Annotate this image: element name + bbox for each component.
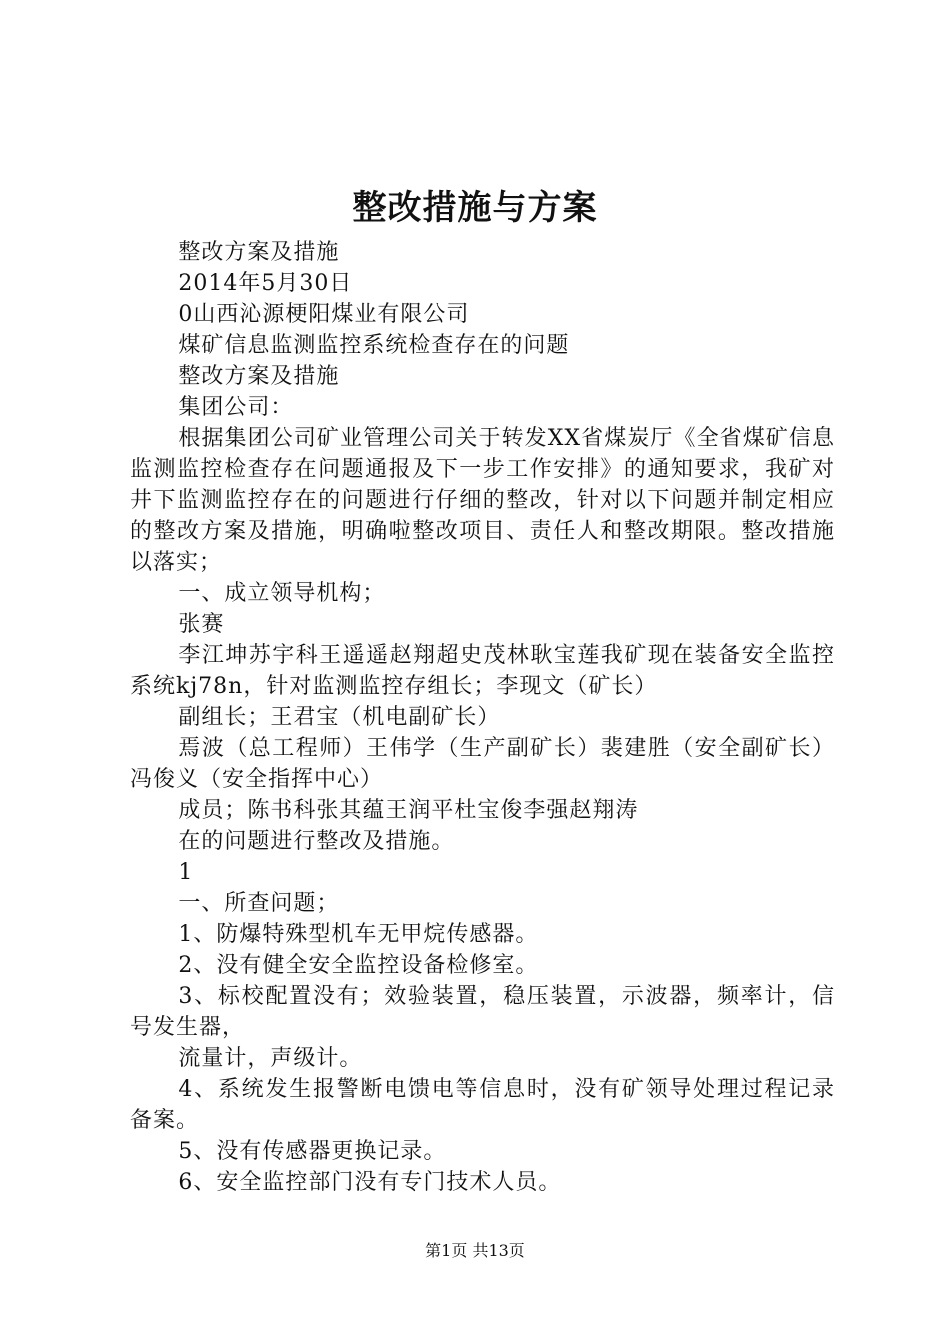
paragraph: 煤矿信息监测监控系统检查存在的问题	[178, 333, 570, 358]
paragraph: 1、防爆特殊型机车无甲烷传感器。	[178, 922, 539, 947]
paragraph: 流量计，声级计。	[178, 1046, 363, 1071]
paragraph: 整改方案及措施	[178, 240, 340, 265]
paragraph: 成员；陈书科张其蕴王润平杜宝俊李强赵翔涛	[178, 798, 639, 823]
paragraph: 一、所查问题；	[178, 891, 340, 916]
page-number-footer: 第1页 共13页	[425, 1241, 525, 1260]
paragraph: 5、没有传感器更换记录。	[178, 1139, 447, 1164]
document-body	[130, 237, 835, 1198]
paragraph: 张赛	[178, 612, 225, 637]
paragraph: 集团公司：	[178, 395, 294, 420]
document-title: 整改措施与方案	[352, 188, 598, 228]
paragraph: 4、系统发生报警断电馈电等信息时，没有矿领导处理过程记录备案。	[130, 1077, 835, 1133]
paragraph: 2014年5月30日	[178, 271, 353, 296]
paragraph: 2、没有健全安全监控设备检修室。	[178, 953, 539, 978]
paragraph: 0山西沁源梗阳煤业有限公司	[178, 302, 470, 327]
paragraph: 6、安全监控部门没有专门技术人员。	[178, 1170, 562, 1195]
paragraph: 根据集团公司矿业管理公司关于转发XX省煤炭厅《全省煤矿信息监测监控检查存在问题通报及下一步工作安排》的通知要求，我矿对井下监测监控存在的问题进行仔细的整改，针对以下问题并制定相应的整改方案及措施，明确啦整改项目、责任人和整改期限。整改措施以落实；	[130, 426, 835, 575]
paragraph: 一、成立领导机构；	[178, 581, 386, 606]
paragraph: 焉波（总工程师）王伟学（生产副矿长）裴建胜（安全副矿长）冯俊义（安全指挥中心）	[130, 736, 835, 792]
paragraph: 3、标校配置没有；效验装置，稳压装置，示波器，频率计，信号发生器，	[130, 984, 835, 1040]
paragraph: 整改方案及措施	[178, 364, 340, 389]
paragraph: 在的问题进行整改及措施。	[178, 829, 455, 854]
paragraph: 李江坤苏宇科王遥遥赵翔超史茂林耿宝莲我矿现在装备安全监控系统kj78n，针对监测监控存组长；李现文（矿长）	[130, 643, 835, 699]
paragraph: 1	[178, 860, 194, 885]
paragraph: 副组长；王君宝（机电副矿长）	[178, 705, 501, 730]
